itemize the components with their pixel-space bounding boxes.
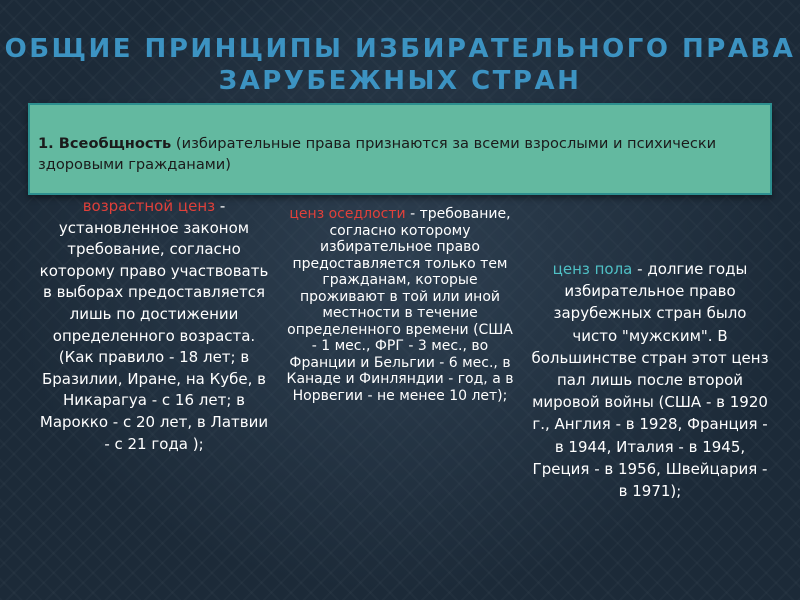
age-qualification-text — [36, 196, 272, 455]
gender-qualification-description: - долгие годы избирательное право зарубежных стран было чисто "мужским". В большинстве стран этот ценз пал лишь после второй мировой войны (США - в 1920 г., Англия - в 1928, Франция - в 1944, Италия - в 1945, Греция - в 1956, Швейцария - в 1971); — [531, 260, 769, 501]
residency-qualification-text — [285, 206, 515, 404]
residency-qualification-term: ценз оседлости — [289, 206, 406, 222]
age-qualification-term: возрастной ценз — [82, 197, 216, 215]
principle-description: (избирательные права признаются за всеми взрослыми и психически здоровыми гражданами) — [38, 135, 717, 173]
residency-qualification-description: - требование, согласно которому избирательное право предоставляется только тем гражданам, которые проживают в той или иной местности в течение определенного времени (США - 1 мес., ФРГ - 3 мес., во Франции и Бельгии - 6 мес., в Канаде и Финляндии - год, а в Норвегии - не менее 10 лет); — [286, 206, 514, 404]
gender-qualification-term: ценз пола — [552, 260, 633, 278]
universality-principle-box — [28, 103, 772, 195]
gender-qualification-text — [530, 258, 770, 502]
principle-heading: 1. Всеобщность — [38, 135, 172, 152]
slide-title: ОБЩИЕ ПРИНЦИПЫ ИЗБИРАТЕЛЬНОГО ПРАВА ЗАРУБЕЖНЫХ СТРАН — [4, 34, 796, 96]
age-qualification-description: - установленное законом требование, согласно которому право участвовать в выборах предоставляется лишь по достижении определенного возраста. (Как правило - 18 лет; в Бразилии, Иране, на Кубе, в Никарагуа - с 16 лет; в Марокко - с 20 лет, в Латвии - с 21 года ); — [39, 197, 269, 453]
